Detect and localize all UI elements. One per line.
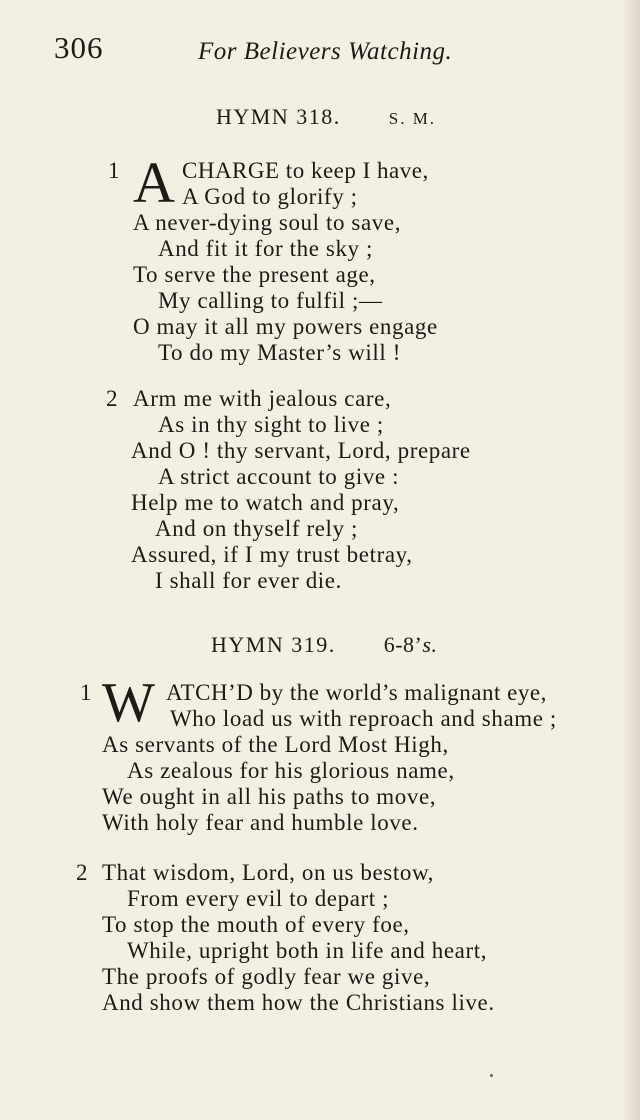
verse-line: And on thyself rely ; bbox=[155, 516, 358, 541]
verse-line: Arm me with jealous care, bbox=[133, 386, 392, 411]
verse-line: A never-dying soul to save, bbox=[133, 210, 402, 235]
verse-line: The proofs of godly fear we give, bbox=[102, 964, 431, 989]
verse-line: I shall for ever die. bbox=[155, 568, 342, 593]
verse-line: As zealous for his glorious name, bbox=[127, 758, 455, 783]
verse-line: Who load us with reproach and shame ; bbox=[170, 706, 557, 731]
verse-number: 2 bbox=[76, 860, 88, 885]
verse-line: With holy fear and humble love. bbox=[102, 810, 419, 835]
verse-line: My calling to fulfil ;— bbox=[158, 288, 383, 313]
verse-line: And O ! thy servant, Lord, prepare bbox=[131, 438, 471, 463]
verse-line: A God to glorify ; bbox=[182, 184, 358, 209]
verse-line: While, upright both in life and heart, bbox=[127, 938, 488, 963]
verse-line: Help me to watch and pray, bbox=[131, 490, 400, 515]
verse-line: To serve the present age, bbox=[133, 262, 376, 287]
page-edge-shadow bbox=[622, 0, 640, 1120]
verse-line: As in thy sight to live ; bbox=[158, 412, 384, 437]
meter-suffix: s. bbox=[422, 632, 438, 657]
running-head: For Believers Watching. bbox=[198, 38, 453, 65]
hymn-meter: S. M. bbox=[388, 109, 437, 128]
verse-line: CHARGE to keep I have, bbox=[182, 158, 429, 183]
verse-line: As servants of the Lord Most High, bbox=[102, 732, 449, 757]
verse-number: 1 bbox=[80, 680, 92, 705]
verse-line: Assured, if I my trust betray, bbox=[131, 542, 413, 567]
hymn-meter bbox=[384, 632, 438, 657]
page-number: 306 bbox=[54, 30, 104, 65]
drop-cap: W bbox=[102, 672, 155, 734]
verse-line: And show them how the Christians live. bbox=[102, 990, 495, 1015]
verse-number: 1 bbox=[108, 158, 120, 183]
meter-main: 6-8’ bbox=[383, 632, 423, 657]
verse-line: To stop the mouth of every foe, bbox=[102, 912, 410, 937]
hymn-318-heading bbox=[216, 104, 436, 130]
verse-line: That wisdom, Lord, on us bestow, bbox=[102, 860, 435, 885]
hymn-title: HYMN 319. bbox=[211, 632, 336, 657]
verse-line: O may it all my powers engage bbox=[133, 314, 438, 339]
verse-number: 2 bbox=[106, 386, 118, 411]
verse-line: To do my Master’s will ! bbox=[158, 340, 401, 365]
drop-cap: A bbox=[133, 150, 175, 215]
hymn-319-heading bbox=[211, 632, 437, 658]
paper-speck bbox=[490, 1074, 493, 1077]
verse-line: From every evil to depart ; bbox=[127, 886, 390, 911]
verse-line: A strict account to give : bbox=[158, 464, 400, 489]
verse-line: We ought in all his paths to move, bbox=[102, 784, 437, 809]
verse-line: ATCH’D by the world’s malignant eye, bbox=[166, 680, 547, 705]
hymn-title: HYMN 318. bbox=[216, 104, 341, 129]
verse-line: And fit it for the sky ; bbox=[158, 236, 373, 261]
